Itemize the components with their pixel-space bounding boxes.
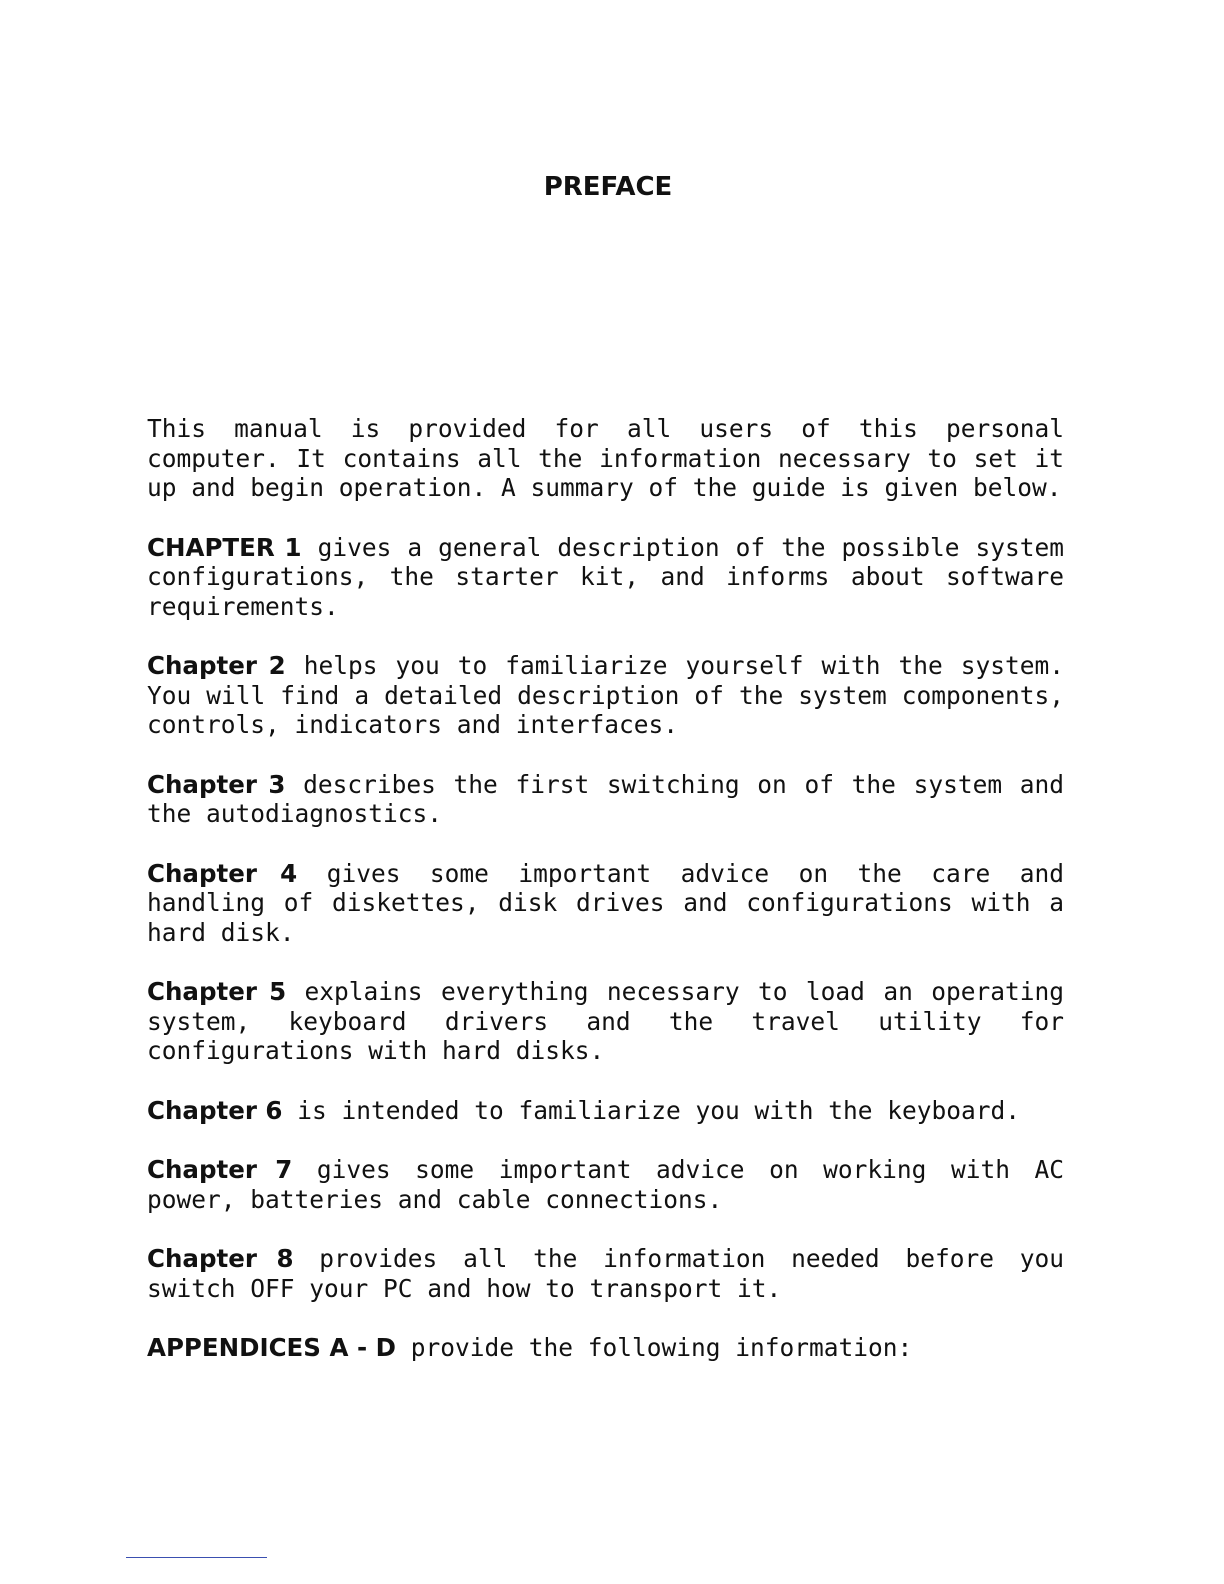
chapter-7-paragraph xyxy=(147,1155,1064,1214)
paragraph-text: explains everything necessary to load an operating system, keyboard drivers and the travel utility for configurations with hard disks. xyxy=(147,977,1064,1065)
paragraph-lead: Chapter 4 xyxy=(147,858,298,888)
chapter-8-paragraph xyxy=(147,1244,1064,1303)
paragraph-text: describes the first switching on of the system and the autodiagnostics. xyxy=(147,769,1064,828)
paragraph-lead: Chapter 2 xyxy=(147,651,286,680)
paragraph-lead: CHAPTER 1 xyxy=(147,532,302,562)
paragraph-text: This manual is provided for all users of this personal computer. It contains all the information necessary to set it up and begin operation. A summary of the guide is given below. xyxy=(147,414,1064,502)
paragraph-lead: Chapter 8 xyxy=(147,1244,294,1273)
chapter-4-paragraph xyxy=(147,859,1064,948)
footnote-divider xyxy=(126,1557,267,1558)
paragraph-text: gives a general description of the possible system configurations, the starter kit, and informs about software requirements. xyxy=(147,532,1064,621)
intro-paragraph xyxy=(147,414,1064,503)
paragraph-lead: APPENDICES A - D xyxy=(147,1333,396,1362)
paragraph-text: gives some important advice on the care and handling of diskettes, disk drives and configurations with a hard disk. xyxy=(147,858,1064,947)
page-title: PREFACE xyxy=(543,172,673,202)
paragraph-lead: Chapter 6 xyxy=(147,1095,283,1125)
paragraph-text: gives some important advice on working with AC power, batteries and cable connections. xyxy=(147,1155,1064,1214)
chapter-6-paragraph xyxy=(147,1096,1064,1126)
preface-body xyxy=(147,414,1064,1393)
chapter-2-paragraph xyxy=(147,651,1064,740)
chapter-5-paragraph xyxy=(147,977,1064,1066)
paragraph-text: is intended to familiarize you with the keyboard. xyxy=(297,1095,1021,1125)
paragraph-text: helps you to familiarize yourself with the system. You will find a detailed description of the system components, controls, indicators and interfaces. xyxy=(147,651,1064,739)
chapter-1-paragraph xyxy=(147,533,1064,622)
appendices-paragraph xyxy=(147,1333,1064,1363)
paragraph-lead: Chapter 7 xyxy=(147,1155,293,1184)
chapter-3-paragraph xyxy=(147,770,1064,829)
paragraph-text: provide the following information: xyxy=(410,1333,913,1362)
paragraph-lead: Chapter 5 xyxy=(147,977,287,1006)
paragraph-lead: Chapter 3 xyxy=(147,769,286,799)
paragraph-text: provides all the information needed before you switch OFF your PC and how to transport it. xyxy=(147,1244,1064,1303)
